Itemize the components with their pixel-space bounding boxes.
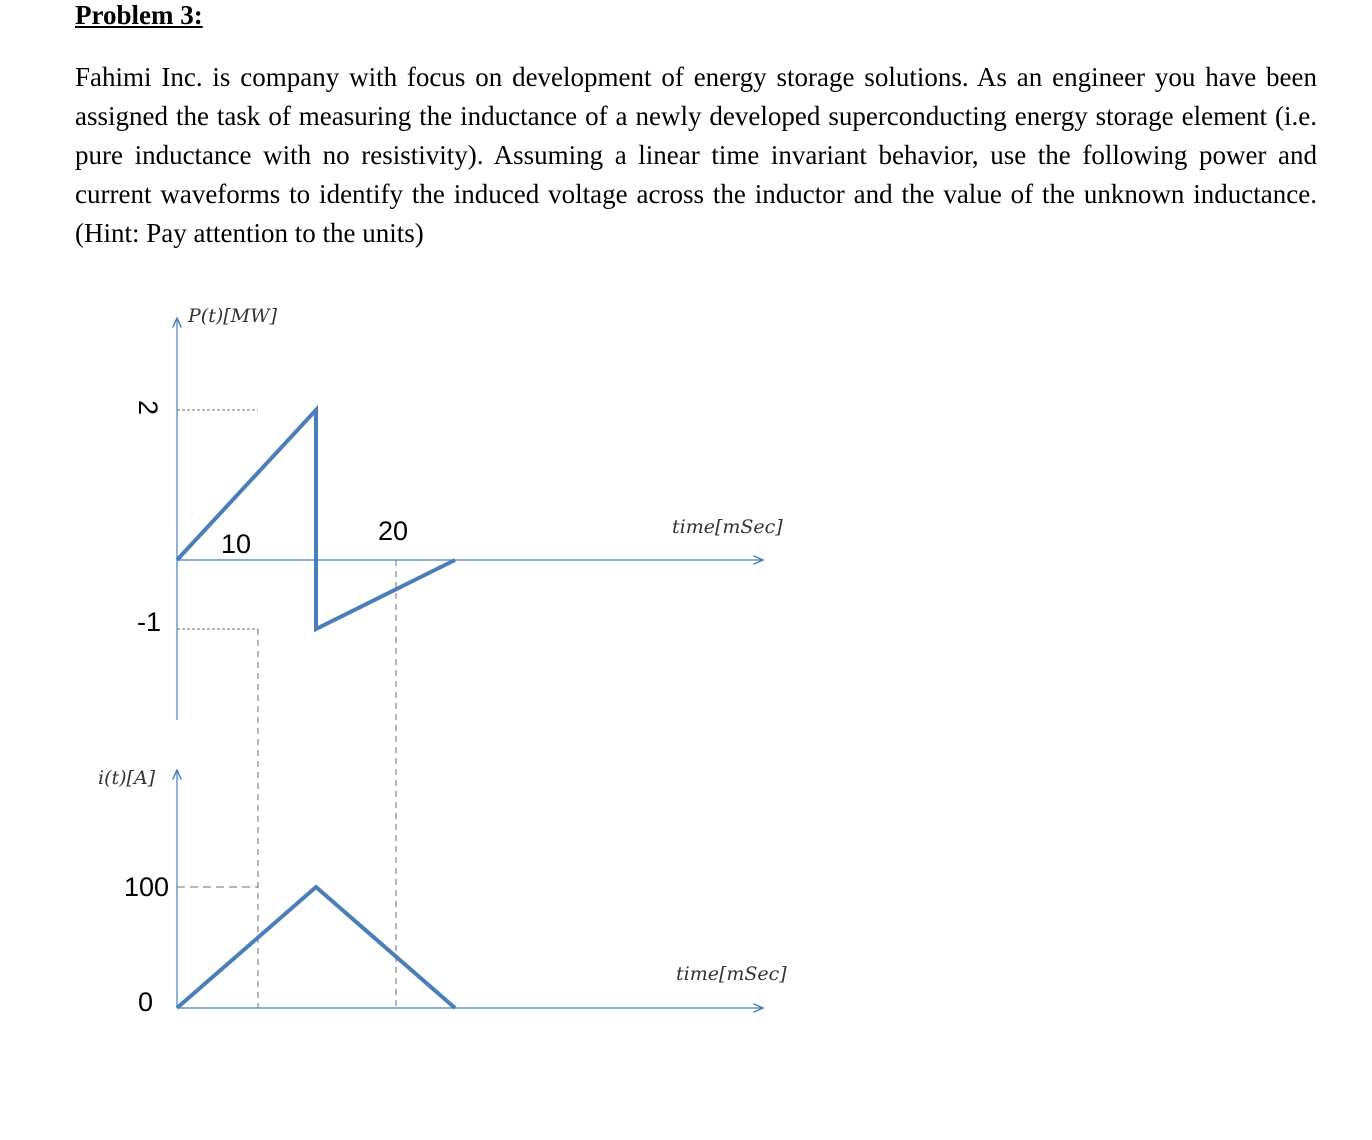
power-y-label: P(t)[MW] (188, 305, 278, 327)
problem-title: Problem 3: (75, 0, 203, 30)
power-xtick-20: 20 (378, 516, 409, 546)
power-waveform (177, 410, 455, 629)
power-x-label: time[mSec] (672, 516, 783, 538)
current-ytick-0: 0 (138, 987, 154, 1017)
current-x-label: time[mSec] (676, 963, 787, 985)
current-y-label: i(t)[A] (98, 767, 156, 789)
power-xtick-10: 10 (221, 529, 252, 559)
power-ytick-2: 2 (133, 400, 163, 416)
power-ytick-neg1: -1 (137, 607, 162, 637)
current-waveform (177, 887, 455, 1008)
current-ytick-100: 100 (124, 872, 170, 902)
problem-statement: Fahimi Inc. is company with focus on development of energy storage solutions. As an engineer you have been assigned the task of measuring the inductance of a newly developed superconducting energy storage element (i.e. pure inductance with no resistivity). Assuming a linear time invariant behavior, use the following power and current waveforms to identify the induced voltage across the inductor and the value of the unknown inductance. (Hint: Pay attention to the units) (75, 62, 1317, 248)
